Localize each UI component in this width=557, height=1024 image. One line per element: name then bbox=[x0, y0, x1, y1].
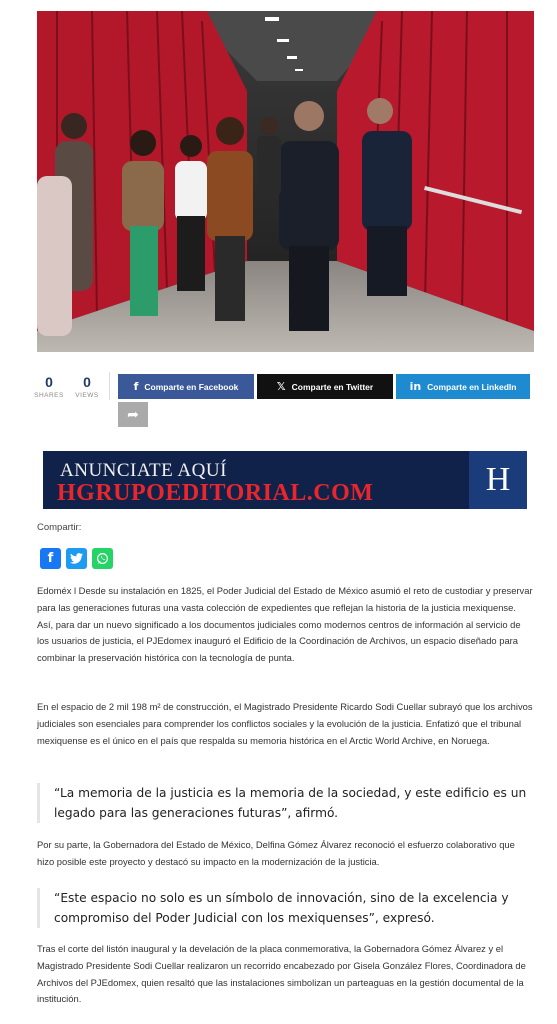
ad-banner[interactable] bbox=[43, 451, 527, 509]
share-twitter-button[interactable] bbox=[257, 374, 393, 399]
banner-logo bbox=[469, 451, 527, 509]
article-paragraph-1: Edoméx l Desde su instalación en 1825, el Poder Judicial del Estado de México asumió el reto de custodiar y preservar para las generaciones futuras una vasta colección de expedientes que reflejan la historia de la justicia mexiquense. Así, para dar un nuevo significado a los documentos judiciales como modernos centros de información al servicio de los usuarios de justicia, el PJEdomex inauguró el Edificio de la Coordinación de Archivos, un espacio diseñado para combinar la preservación histórica con la tecnología de punta. bbox=[37, 585, 533, 664]
facebook-share-icon-button[interactable] bbox=[40, 548, 61, 569]
x-icon: 𝕏 bbox=[276, 380, 286, 393]
share-stats bbox=[34, 374, 107, 404]
banner-logo-letter: H bbox=[485, 461, 511, 498]
share-linkedin-label: Comparte en LinkedIn bbox=[427, 381, 517, 392]
twitter-share-icon-button[interactable] bbox=[66, 548, 87, 569]
article-photo bbox=[37, 11, 534, 352]
facebook-icon: f bbox=[133, 380, 139, 393]
compartir-label: Compartir: bbox=[37, 522, 82, 533]
twitter-icon bbox=[70, 553, 83, 564]
article-paragraph-2: En el espacio de 2 mil 198 m² de construcción, el Magistrado Presidente Ricardo Sodi Cuellar subrayó que los archivos judiciales son esenciales para comprender los conflictos sociales y la evolución de la justicia. Enfatizó que el tribunal mexiquense es el único en el país que respalda su memoria histórica en el Arctic World Archive, en Noruega. bbox=[37, 701, 533, 746]
share-linkedin-button[interactable] bbox=[396, 374, 530, 399]
stats-divider bbox=[109, 372, 110, 400]
shares-count: 0 bbox=[45, 374, 53, 390]
article-quote-1: “La memoria de la justicia es la memoria de la sociedad, y este edificio es un legado para las generaciones futuras”, afirmó. bbox=[37, 783, 534, 823]
article-paragraph-3: Por su parte, la Gobernadora del Estado de México, Delfina Gómez Álvarez reconoció el esfuerzo colaborativo que hizo posible este proyecto y destacó su impacto en la modernización de la justicia. bbox=[37, 839, 515, 867]
more-share-button[interactable] bbox=[118, 402, 148, 427]
share-facebook-button[interactable] bbox=[118, 374, 254, 399]
article-paragraph-4: Tras el corte del listón inaugural y la develación de la placa conmemorativa, la Gobernadora Gómez Álvarez y el Magistrado Presidente Sodi Cuellar realizaron un recorrido encabezado por Gisela González Flores, Coordinadora de Archivos del PJEdomex, quien resaltó que las instalaciones simbolizan un parteaguas en la gestión documental de la institución. bbox=[37, 943, 526, 1005]
views-counter bbox=[70, 374, 104, 399]
views-count: 0 bbox=[83, 374, 91, 390]
archive-corridor-illustration bbox=[37, 11, 534, 352]
share-arrow-icon: ➦ bbox=[127, 406, 139, 422]
linkedin-icon: in bbox=[409, 380, 422, 393]
facebook-icon: f bbox=[47, 551, 54, 566]
whatsapp-share-icon-button[interactable] bbox=[92, 548, 113, 569]
views-label: VIEWS bbox=[75, 392, 99, 399]
shares-counter bbox=[32, 374, 66, 399]
share-twitter-label: Comparte en Twitter bbox=[291, 381, 374, 392]
share-facebook-label: Comparte en Facebook bbox=[144, 381, 239, 392]
banner-url: HGRUPOEDITORIAL.COM bbox=[57, 480, 374, 506]
article-quote-2: “Este espacio no solo es un símbolo de innovación, sino de la excelencia y compromiso del Poder Judicial con los mexiquenses”, expresó. bbox=[37, 888, 534, 928]
whatsapp-icon bbox=[96, 552, 109, 565]
banner-headline: ANUNCIATE AQUÍ bbox=[60, 460, 227, 481]
shares-label: SHARES bbox=[34, 392, 64, 399]
